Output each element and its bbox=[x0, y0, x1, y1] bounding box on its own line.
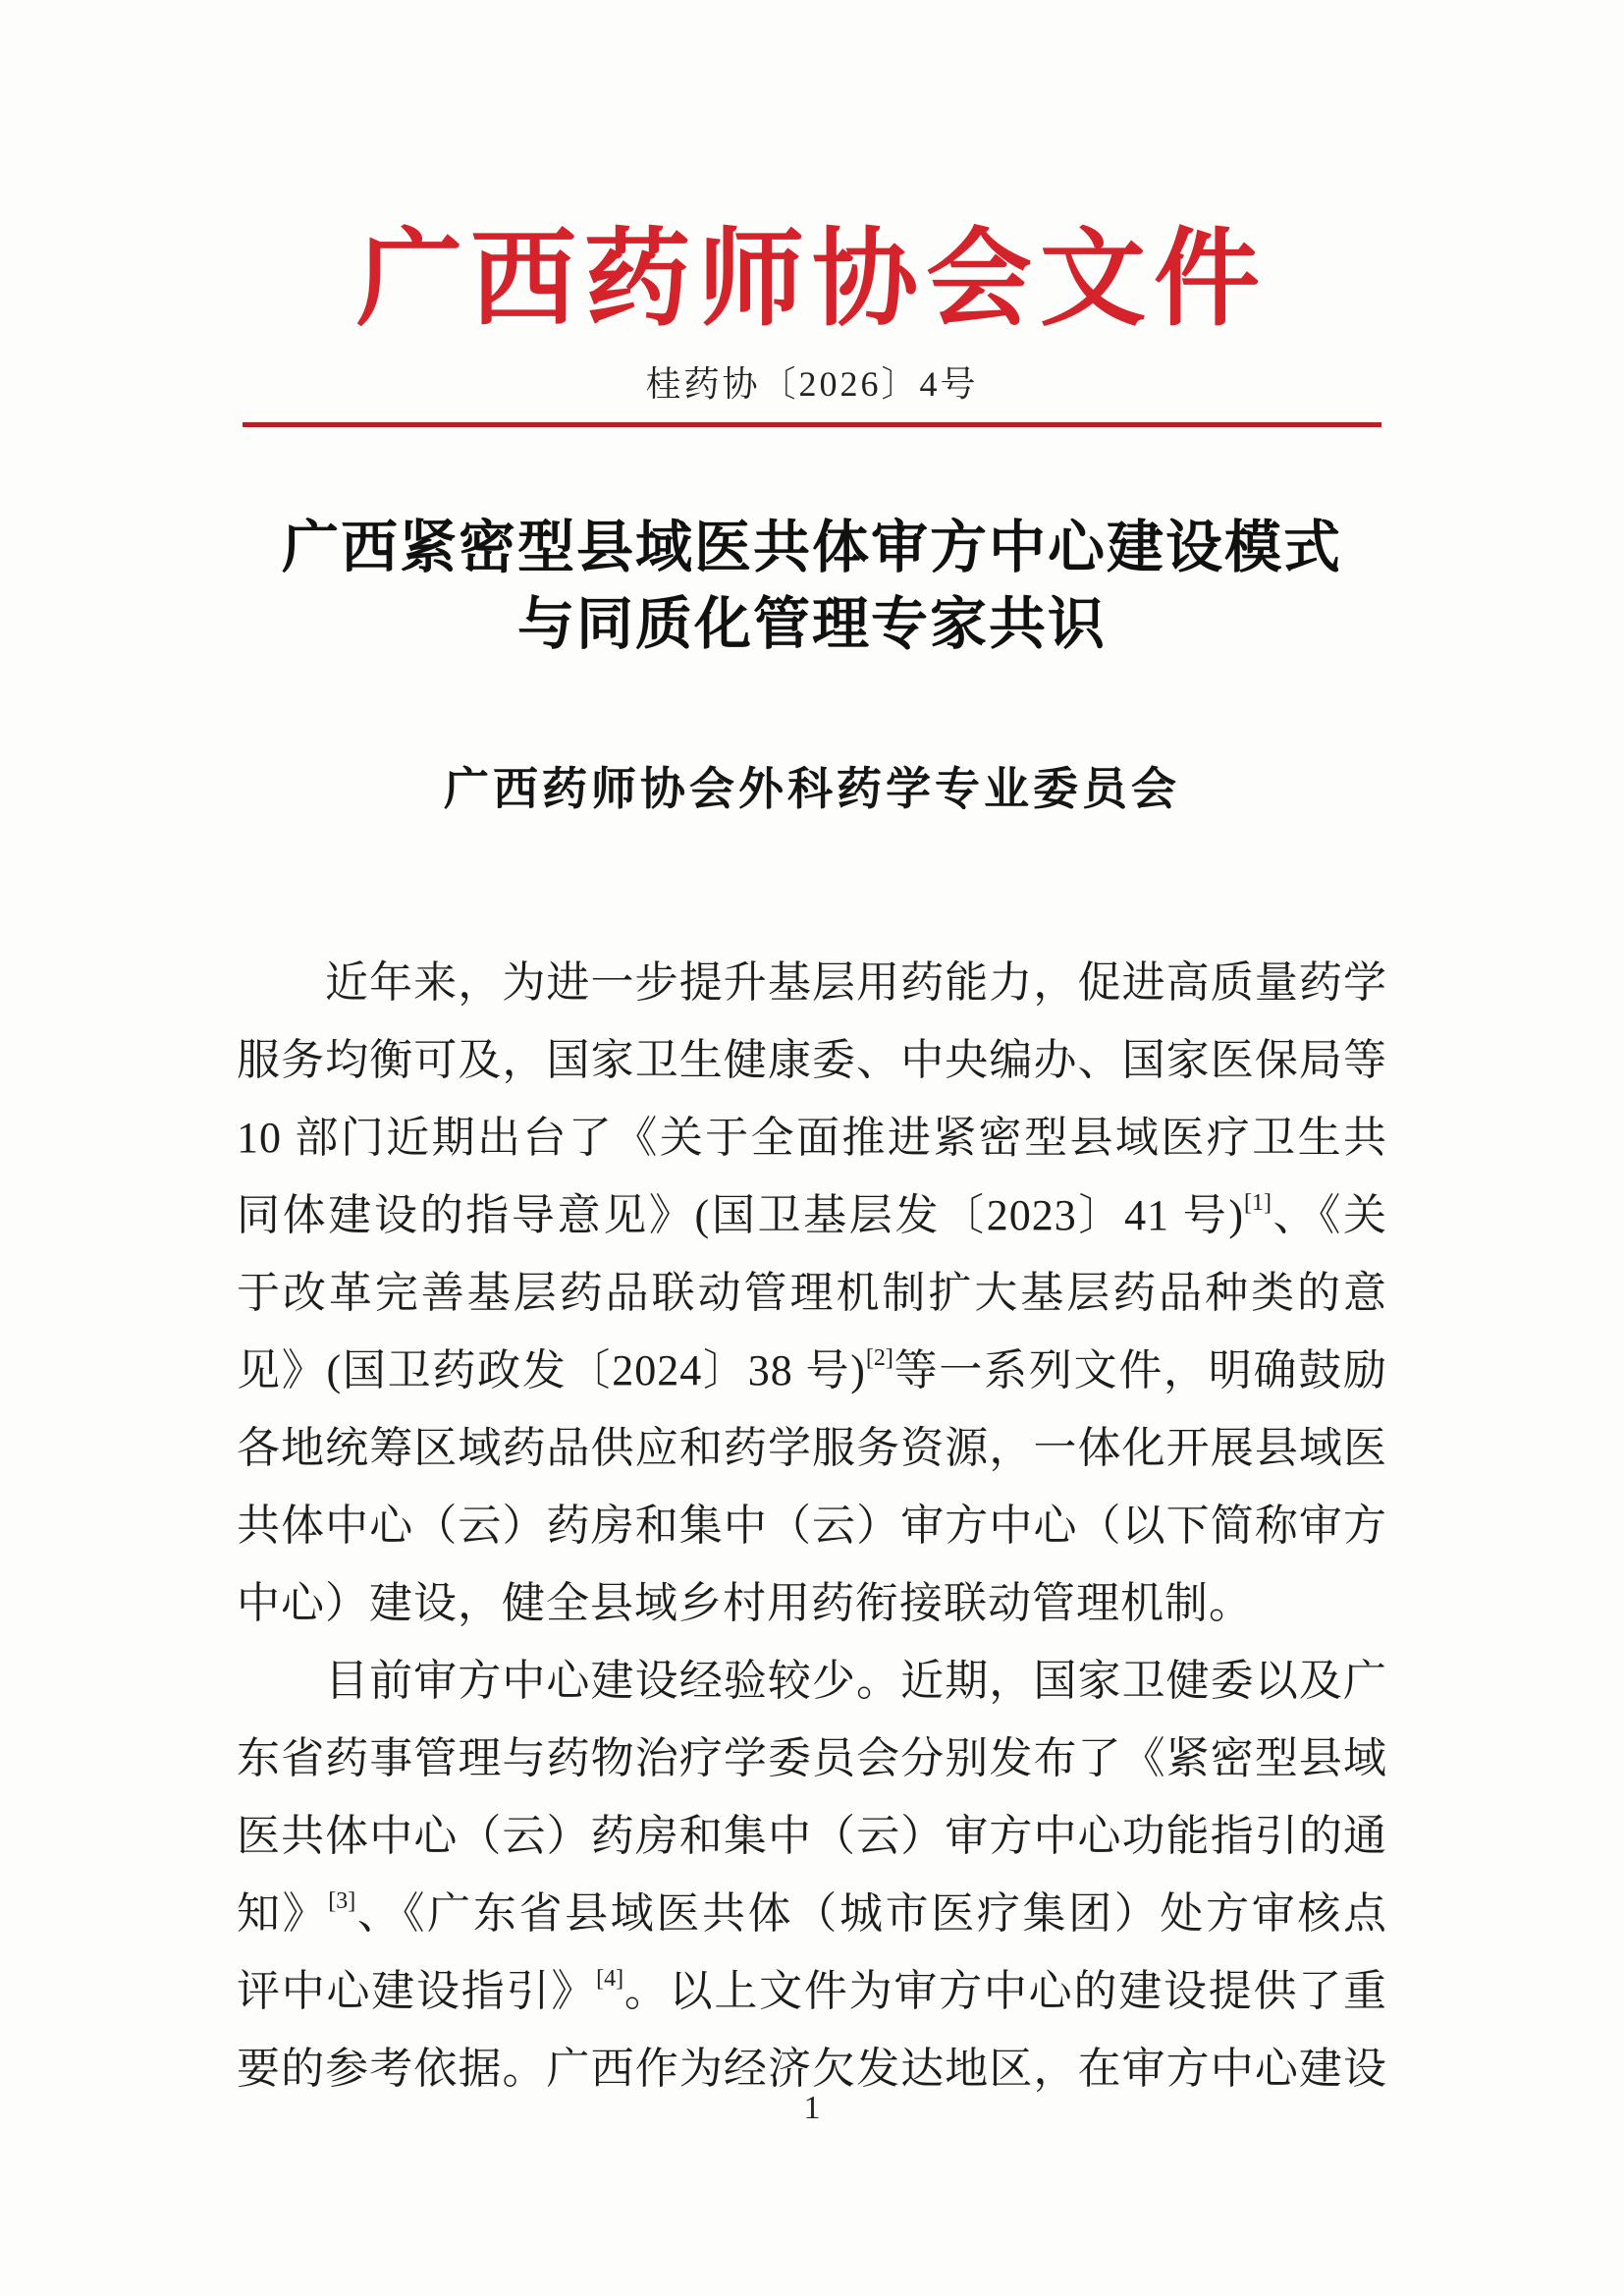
reference-superscript: [4] bbox=[596, 1966, 624, 1993]
document-header-title: 广西药师协会文件 bbox=[355, 222, 1268, 339]
header-divider bbox=[243, 422, 1381, 427]
body-line: 知》[3]、《广东省县域医共体（城市医疗集团）处方审核点 bbox=[237, 1888, 1387, 1939]
paragraph bbox=[237, 1642, 1387, 2107]
page-number: 1 bbox=[803, 2090, 821, 2126]
document-title-line2: 与同质化管理专家共识 bbox=[516, 592, 1107, 657]
paragraph bbox=[237, 944, 1387, 1642]
document-header bbox=[0, 0, 1624, 427]
reference-superscript: [3] bbox=[328, 1888, 356, 1915]
body-line: 同体建设的指导意见》(国卫基层发〔2023〕41 号)[1]、《关 bbox=[237, 1190, 1387, 1240]
body-line: 目前审方中心建设经验较少。近期，国家卫健委以及广 bbox=[325, 1657, 1387, 1706]
document-number: 桂药协〔2026〕4号 bbox=[645, 364, 979, 405]
document-title-line1: 广西紧密型县域医共体审方中心建设模式 bbox=[281, 516, 1342, 580]
body-line: 10 部门近期出台了《关于全面推进紧密型县域医疗卫生共 bbox=[237, 1114, 1387, 1163]
body-line: 见》(国卫药政发〔2024〕38 号)[2]等一系列文件，明确鼓励 bbox=[237, 1345, 1388, 1395]
document-title bbox=[0, 510, 1624, 663]
body-line: 要的参考依据。广西作为经济欠发达地区，在审方中心建设 bbox=[237, 2045, 1387, 2094]
body-line: 评中心建设指引》[4]。以上文件为审方中心的建设提供了重 bbox=[237, 1966, 1388, 2016]
body-line: 中心）建设，健全县域乡村用药衔接联动管理机制。 bbox=[237, 1579, 1253, 1628]
body-line: 东省药事管理与药物治疗学委员会分别发布了《紧密型县域 bbox=[237, 1734, 1387, 1783]
reference-superscript: [2] bbox=[865, 1345, 893, 1372]
document-body bbox=[237, 944, 1387, 2107]
body-line: 近年来，为进一步提升基层用药能力，促进高质量药学 bbox=[325, 958, 1387, 1008]
issuing-committee: 广西药师协会外科药学专业委员会 bbox=[444, 764, 1180, 815]
body-line: 共体中心（云）药房和集中（云）审方中心（以下简称审方 bbox=[237, 1502, 1387, 1551]
body-line: 医共体中心（云）药房和集中（云）审方中心功能指引的通 bbox=[237, 1812, 1387, 1861]
body-line: 服务均衡可及，国家卫生健康委、中央编办、国家医保局等 bbox=[237, 1036, 1387, 1085]
reference-superscript: [1] bbox=[1244, 1190, 1272, 1217]
body-line: 各地统筹区域药品供应和药学服务资源，一体化开展县域医 bbox=[237, 1424, 1387, 1473]
body-line: 于改革完善基层药品联动管理机制扩大基层药品种类的意 bbox=[237, 1269, 1387, 1318]
